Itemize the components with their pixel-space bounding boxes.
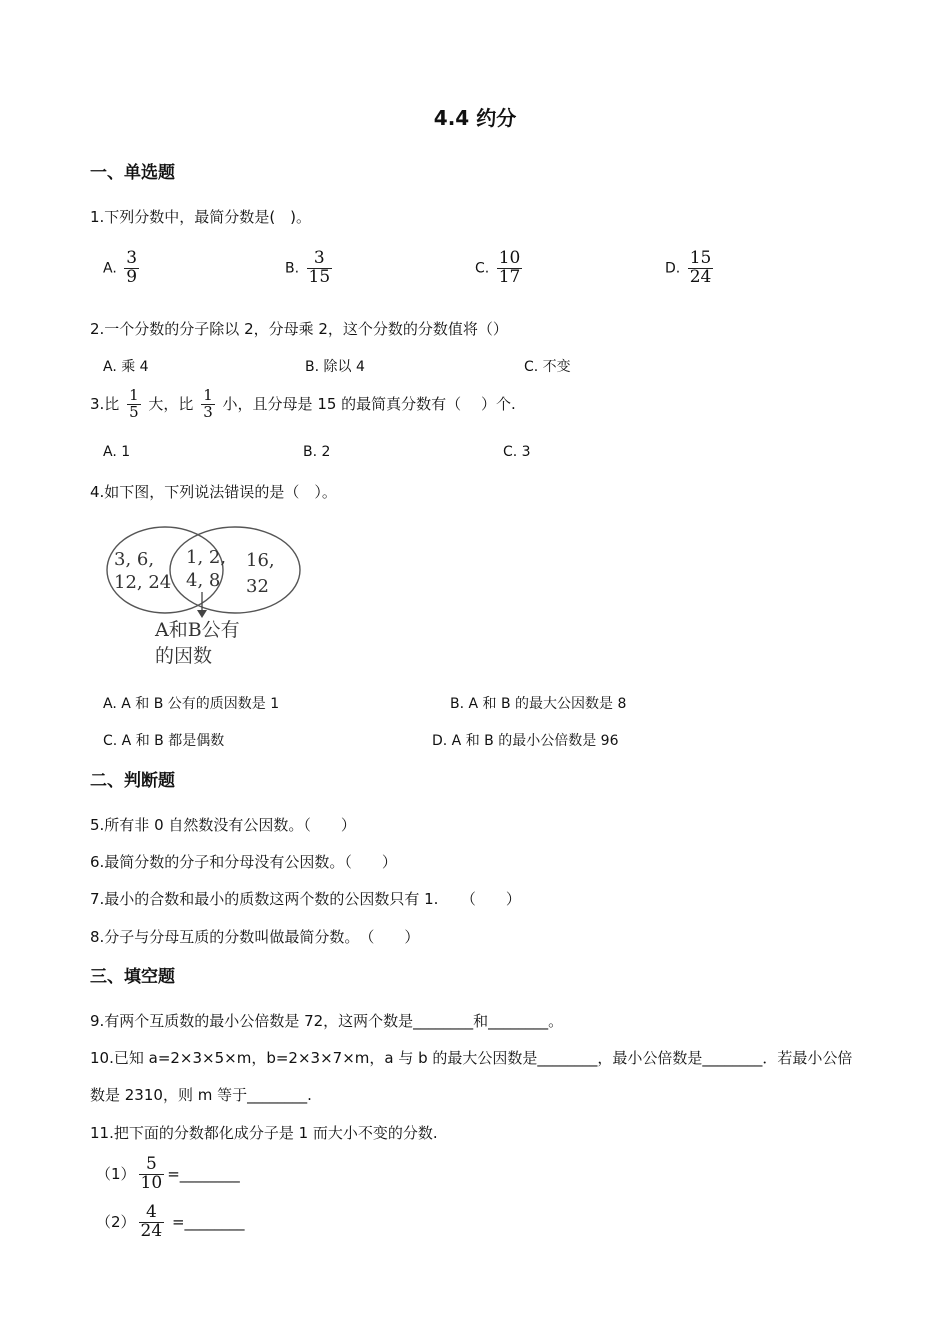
q3-option-b: B. 2 <box>303 444 331 460</box>
q1-option-d-fraction <box>688 250 714 287</box>
fraction-denominator: 5 <box>129 402 139 421</box>
section-heading-single-choice: 一、单选题 <box>90 163 175 183</box>
q1-option-a-fraction <box>124 250 139 287</box>
q11-item-2 <box>96 1204 245 1241</box>
q1-option-a <box>103 250 142 287</box>
fraction-numerator: 15 <box>689 248 712 268</box>
section-heading-fill-blank: 三、填空题 <box>90 967 175 987</box>
fraction-denominator: 24 <box>140 1220 163 1241</box>
question-11-stem: 11.把下面的分数都化成分子是 1 而大小不变的分数. <box>90 1124 438 1142</box>
q3-fraction-one-third <box>201 388 215 421</box>
venn-caption-line2: 的因数 <box>155 645 213 667</box>
venn-right-line1: 16, <box>246 550 275 571</box>
venn-caption-line1: A和B公有 <box>155 619 240 641</box>
q1-option-c-fraction <box>497 250 523 287</box>
q11-item-2-fraction <box>139 1204 165 1241</box>
fraction-denominator: 15 <box>308 266 331 287</box>
q11-item-2-blank: =________ <box>167 1212 245 1231</box>
q4-option-c: C. A 和 B 都是偶数 <box>103 733 225 749</box>
question-9: 9.有两个互质数的最小公倍数是 72，这两个数是________和________。 <box>90 1012 564 1030</box>
question-1-stem: 1.下列分数中，最简分数是( )。 <box>90 208 312 226</box>
question-7: 7.最小的合数和最小的质数这两个数的公因数只有 1. （ ） <box>90 890 521 908</box>
q2-option-c: C. 不变 <box>524 359 571 375</box>
venn-left-line2: 12, 24 <box>114 572 172 593</box>
question-2-stem: 2.一个分数的分子除以 2，分母乘 2，这个分数的分数值将（） <box>90 320 508 338</box>
venn-left-line1: 3, 6, <box>114 549 155 570</box>
q1-option-b-fraction <box>307 250 333 287</box>
q4-option-d: D. A 和 B 的最小公倍数是 96 <box>432 733 619 749</box>
fraction-numerator: 3 <box>313 248 325 268</box>
q11-item-1-label: （1） <box>96 1164 136 1183</box>
question-8: 8.分子与分母互质的分数叫做最简分数。 （ ） <box>90 928 420 946</box>
fraction-denominator: 24 <box>689 266 712 287</box>
fraction-numerator: 1 <box>129 386 139 404</box>
question-5: 5.所有非 0 自然数没有公因数。（ ） <box>90 816 356 834</box>
q3-option-a: A. 1 <box>103 444 131 460</box>
q3-fraction-one-fifth <box>127 388 141 421</box>
section-heading-true-false: 二、判断题 <box>90 771 175 791</box>
caption-arrowhead-icon <box>197 610 207 618</box>
venn-right-line2: 32 <box>246 576 269 597</box>
venn-intersection-line2: 4, 8 <box>186 570 221 591</box>
question-10-line2: 数是 2310，则 m 等于________. <box>90 1086 312 1104</box>
question-4-stem: 4.如下图，下列说法错误的是（ ）。 <box>90 483 337 501</box>
fraction-numerator: 3 <box>126 248 138 268</box>
q3-middle: 大，比 <box>148 394 194 413</box>
q1-option-d <box>665 250 716 287</box>
fraction-denominator: 17 <box>498 266 521 287</box>
fraction-numerator: 5 <box>145 1154 157 1174</box>
q11-item-1 <box>96 1156 240 1193</box>
venn-intersection-line1: 1, 2, <box>186 547 227 568</box>
q4-option-b: B. A 和 B 的最大公因数是 8 <box>450 696 627 712</box>
q2-option-b: B. 除以 4 <box>305 359 365 375</box>
q3-suffix: 小，且分母是 15 的最简真分数有（ ）个. <box>222 394 516 413</box>
q3-option-c: C. 3 <box>503 444 531 460</box>
fraction-numerator: 10 <box>498 248 521 268</box>
fraction-numerator: 1 <box>203 386 213 404</box>
q1-option-b-label: B. <box>285 260 300 277</box>
q1-option-d-label: D. <box>665 260 681 277</box>
question-6: 6.最简分数的分子和分母没有公因数。（ ） <box>90 853 397 871</box>
fraction-denominator: 10 <box>140 1172 163 1193</box>
fraction-denominator: 3 <box>203 402 213 421</box>
question-3-stem <box>90 388 516 421</box>
q11-item-1-blank: =________ <box>167 1164 240 1183</box>
q11-item-1-fraction <box>139 1156 165 1193</box>
q3-prefix: 3.比 <box>90 394 120 413</box>
q2-option-a: A. 乘 4 <box>103 359 149 375</box>
fraction-denominator: 9 <box>126 266 138 287</box>
question-10-line1: 10.已知 a=2×3×5×m，b=2×3×7×m，a 与 b 的最大公因数是________，最小公倍数是________．若最小公倍 <box>90 1049 853 1067</box>
q4-option-a: A. A 和 B 公有的质因数是 1 <box>103 696 280 712</box>
q1-option-b <box>285 250 335 287</box>
q1-option-c <box>475 250 525 287</box>
fraction-numerator: 4 <box>145 1202 157 1222</box>
q11-item-2-label: （2） <box>96 1212 136 1231</box>
venn-diagram <box>100 522 310 672</box>
q1-option-c-label: C. <box>475 260 490 277</box>
page-title: 4.4 约分 <box>433 106 517 130</box>
q1-option-a-label: A. <box>103 260 117 277</box>
